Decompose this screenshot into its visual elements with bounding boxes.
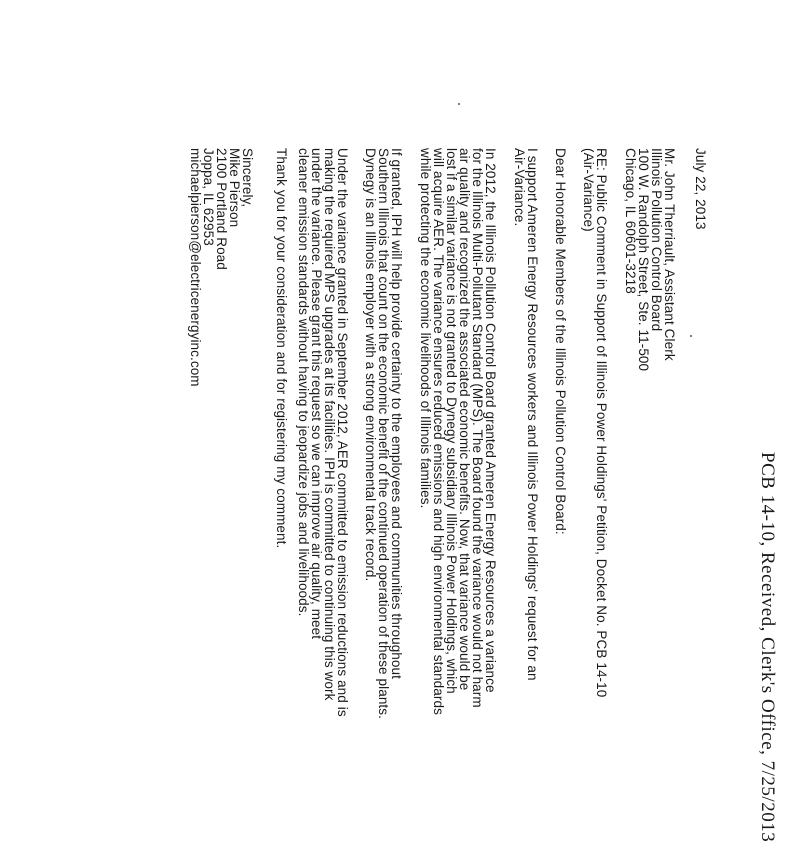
paragraph-line: Southern Illinois that count on the economic benefit of the continued operation of these plants. [376,148,391,719]
paragraph-line: Under the variance granted in September 2012, AER committed to emission reductions and is [335,148,350,717]
paragraph-line: for the Illinois Multi-Pollutant Standard (MPS). The Board found the variance would not harm [470,148,485,708]
paragraph-line: Dynegy is an Illinois employer with a strong environmental track record. [363,148,378,582]
paragraph-line: If granted, IPH will help provide certainty to the employees and communities throughout [389,148,404,679]
subject-line: RE: Public Comment in Support of Illinois Power Holdings' Petition, Docket No. PCB 14-10 [594,148,609,698]
paragraph-line: lost if a similar variance is not granted to Dynegy subsidiary Illinois Power Holdings, which [444,148,459,694]
signature-line: Mike Pierson [227,148,242,228]
recipient-line: Illinois Pollution Control Board [649,148,664,332]
docket-header: PCB 14-10, Received, Clerk's Office, 7/25/2013 [757,452,778,842]
paragraph-line: air quality and recognized the associated economic benefits. Now, that variance would be [457,148,472,691]
salutation: Dear Honorable Members of the Illinois Pollution Control Board: [553,148,568,535]
signature-line: michaelpierson@electricenergyinc.com [188,148,203,387]
closing: Sincerely, [240,148,255,208]
paragraph-line: while protecting the economic livelihoods of Illinois families. [418,148,433,509]
paragraph-line: cleaner emission standards without having to jeopardize jobs and livelihoods. [296,148,311,617]
letter-date: July 22, 2013 [693,148,708,230]
recipient-line: Chicago, IL 60601-3218 [623,148,638,294]
signature-line: Joppa, IL 62953 [201,148,216,246]
paragraph-line: In 2012, the Illinois Pollution Control Board granted Ameren Energy Resources a variance [483,148,498,693]
paragraph-line: Air-Variance. [512,148,527,227]
recipient-line: 100 W. Randolph Street, Ste. 11-500 [636,148,651,372]
signature-line: 2100 Portland Road [214,148,229,270]
scan-speck [458,103,460,105]
subject-line: (Air-Variance) [581,148,596,232]
paragraph-line: will acquire AER. The variance ensures reduced emissions and high environmental standards [431,148,446,715]
recipient-line: Mr. John Therriault, Assistant Clerk [662,148,677,361]
thank-you-line: Thank you for your consideration and for registering my comment. [274,148,289,549]
paragraph-line: under the variance. Please grant this request so we can improve air quality, meet [309,148,324,640]
paragraph-line: I support Ameren Energy Resources workers and Illinois Power Holdings' request for an [525,148,540,681]
scan-speck [690,335,692,337]
paragraph-line: making the required MPS upgrades at its facilities. IPH is committed to continuing this work [322,148,337,701]
